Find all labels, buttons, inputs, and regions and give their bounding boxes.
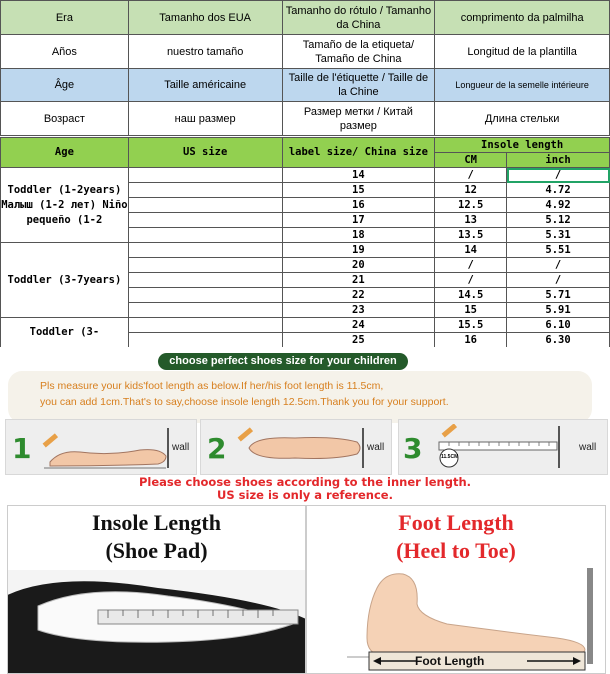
- header-cell: Taille américaine: [128, 69, 282, 102]
- cm-cell: 13.5: [435, 228, 507, 243]
- header-cell: Длина стельки: [435, 102, 610, 136]
- us-size-reference-notice: US size is only a reference.: [217, 488, 393, 502]
- foot-length-title: Foot Length: [398, 510, 514, 535]
- label-size-column-header: label size/ China size: [282, 138, 435, 168]
- header-cell: Tamanho dos EUA: [128, 1, 282, 35]
- foot-length-ruler-label: Foot Length: [415, 654, 485, 668]
- step-number: 1: [12, 432, 32, 465]
- label-size-cell: 25: [282, 333, 435, 348]
- cm-cell: /: [435, 273, 507, 288]
- inch-cell: 5.51: [507, 243, 610, 258]
- inch-cell: 6.30: [507, 333, 610, 348]
- age-column-header: Age: [1, 138, 129, 168]
- header-cell: Taille de l'étiquette / Taille de la Chine: [282, 69, 435, 102]
- us-size-cell: [128, 183, 282, 198]
- cm-cell: /: [435, 258, 507, 273]
- cm-column-header: CM: [435, 153, 507, 168]
- cm-cell: 14.5: [435, 288, 507, 303]
- us-size-cell: [128, 258, 282, 273]
- us-size-cell: [128, 198, 282, 213]
- label-size-cell: 14: [282, 168, 435, 183]
- inch-cell-selected[interactable]: /: [507, 168, 610, 183]
- measure-instruction-box: [8, 371, 592, 423]
- cm-cell: 15: [435, 303, 507, 318]
- cm-cell: 15.5: [435, 318, 507, 333]
- us-size-cell: [128, 273, 282, 288]
- header-cell: Longueur de la semelle intérieure: [435, 69, 610, 102]
- header-cell: comprimento da palmilha: [435, 1, 610, 35]
- inch-cell: 4.92: [507, 198, 610, 213]
- step-2-panel: [200, 419, 392, 475]
- us-size-cell: [128, 288, 282, 303]
- ruler-measure-illustration: [429, 424, 569, 470]
- header-cell: наш размер: [128, 102, 282, 136]
- instruction-line-2: you can add 1cm.That's to say,choose insole length 12.5cm.Thank you for your support.: [40, 396, 449, 408]
- label-size-cell: 20: [282, 258, 435, 273]
- foot-against-wall-illustration: [40, 426, 190, 470]
- header-cell: Tamanho do rótulo / Tamanho da China: [282, 1, 435, 35]
- header-row-russian: [1, 102, 610, 136]
- cm-cell: /: [435, 168, 507, 183]
- size-chart-table: [0, 137, 610, 348]
- header-language-table: [0, 0, 610, 136]
- us-size-column-header: US size: [128, 138, 282, 168]
- age-group-cell: Toddler (1-2years) Малыш (1-2 лет) Niño pequeño (1-2: [1, 168, 129, 243]
- foot-length-panel: [306, 505, 606, 674]
- cm-cell: 16: [435, 333, 507, 348]
- inner-length-notice: Please choose shoes according to the inner length.: [138, 475, 472, 489]
- instruction-line-1: Pls measure your kids'foot length as below.If her/his foot length is 11.5cm,: [40, 380, 384, 392]
- inch-cell: 5.91: [507, 303, 610, 318]
- label-size-cell: 16: [282, 198, 435, 213]
- cm-cell: 12: [435, 183, 507, 198]
- us-size-cell: [128, 303, 282, 318]
- label-size-cell: 22: [282, 288, 435, 303]
- inch-cell: 5.31: [507, 228, 610, 243]
- label-size-cell: 24: [282, 318, 435, 333]
- heel-to-toe-subtitle: (Heel to Toe): [396, 538, 516, 563]
- size-header-row: [1, 138, 610, 153]
- insole-length-panel: [7, 505, 306, 674]
- header-cell: Размер метки / Китай размер: [282, 102, 435, 136]
- cm-cell: 12.5: [435, 198, 507, 213]
- inch-cell: 5.12: [507, 213, 610, 228]
- inch-column-header: inch: [507, 153, 610, 168]
- header-row-spanish: [1, 35, 610, 69]
- header-cell: Longitud de la plantilla: [435, 35, 610, 69]
- us-size-cell: [128, 228, 282, 243]
- header-cell: Años: [1, 35, 129, 69]
- header-row-portuguese: [1, 1, 610, 35]
- insole-length-column-header: Insole length: [435, 138, 610, 153]
- shoe-pad-subtitle: (Shoe Pad): [105, 538, 208, 563]
- wall-label: wall: [579, 442, 597, 453]
- label-size-cell: 21: [282, 273, 435, 288]
- table-row: [1, 168, 610, 183]
- header-cell: nuestro tamaño: [128, 35, 282, 69]
- age-group-cell: Toddler (3-: [1, 318, 129, 348]
- us-size-cell: [128, 333, 282, 348]
- inch-cell: /: [507, 273, 610, 288]
- table-row: [1, 243, 610, 258]
- ruler-reading: 11.5CM: [441, 454, 459, 460]
- insole-length-title: Insole Length: [92, 510, 221, 535]
- inch-cell: /: [507, 258, 610, 273]
- wall-label: wall: [172, 442, 190, 453]
- inch-cell: 5.71: [507, 288, 610, 303]
- label-size-cell: 17: [282, 213, 435, 228]
- header-cell: Возраст: [1, 102, 129, 136]
- age-group-cell: Toddler (3-7years): [1, 243, 129, 318]
- inch-cell: 6.10: [507, 318, 610, 333]
- label-size-cell: 15: [282, 183, 435, 198]
- table-row: [1, 318, 610, 333]
- step-3-panel: [398, 419, 608, 475]
- wall-label: wall: [367, 442, 385, 453]
- foot-top-view-illustration: [235, 426, 385, 470]
- choose-size-title: choose perfect shoes size for your children: [158, 353, 408, 370]
- cm-cell: 13: [435, 213, 507, 228]
- header-cell: Âge: [1, 69, 129, 102]
- label-size-cell: 23: [282, 303, 435, 318]
- label-size-cell: 18: [282, 228, 435, 243]
- header-cell: Tamaño de la etiqueta/ Tamaño de China: [282, 35, 435, 69]
- header-cell: Era: [1, 1, 129, 35]
- us-size-cell: [128, 213, 282, 228]
- shoe-insole-photo: [8, 570, 305, 673]
- step-1-panel: [5, 419, 197, 475]
- inch-cell: 4.72: [507, 183, 610, 198]
- cm-cell: 14: [435, 243, 507, 258]
- header-row-french: [1, 69, 610, 102]
- us-size-cell: [128, 243, 282, 258]
- us-size-cell: [128, 318, 282, 333]
- us-size-cell: [128, 168, 282, 183]
- step-number: 2: [207, 432, 227, 465]
- step-number: 3: [403, 432, 423, 465]
- label-size-cell: 19: [282, 243, 435, 258]
